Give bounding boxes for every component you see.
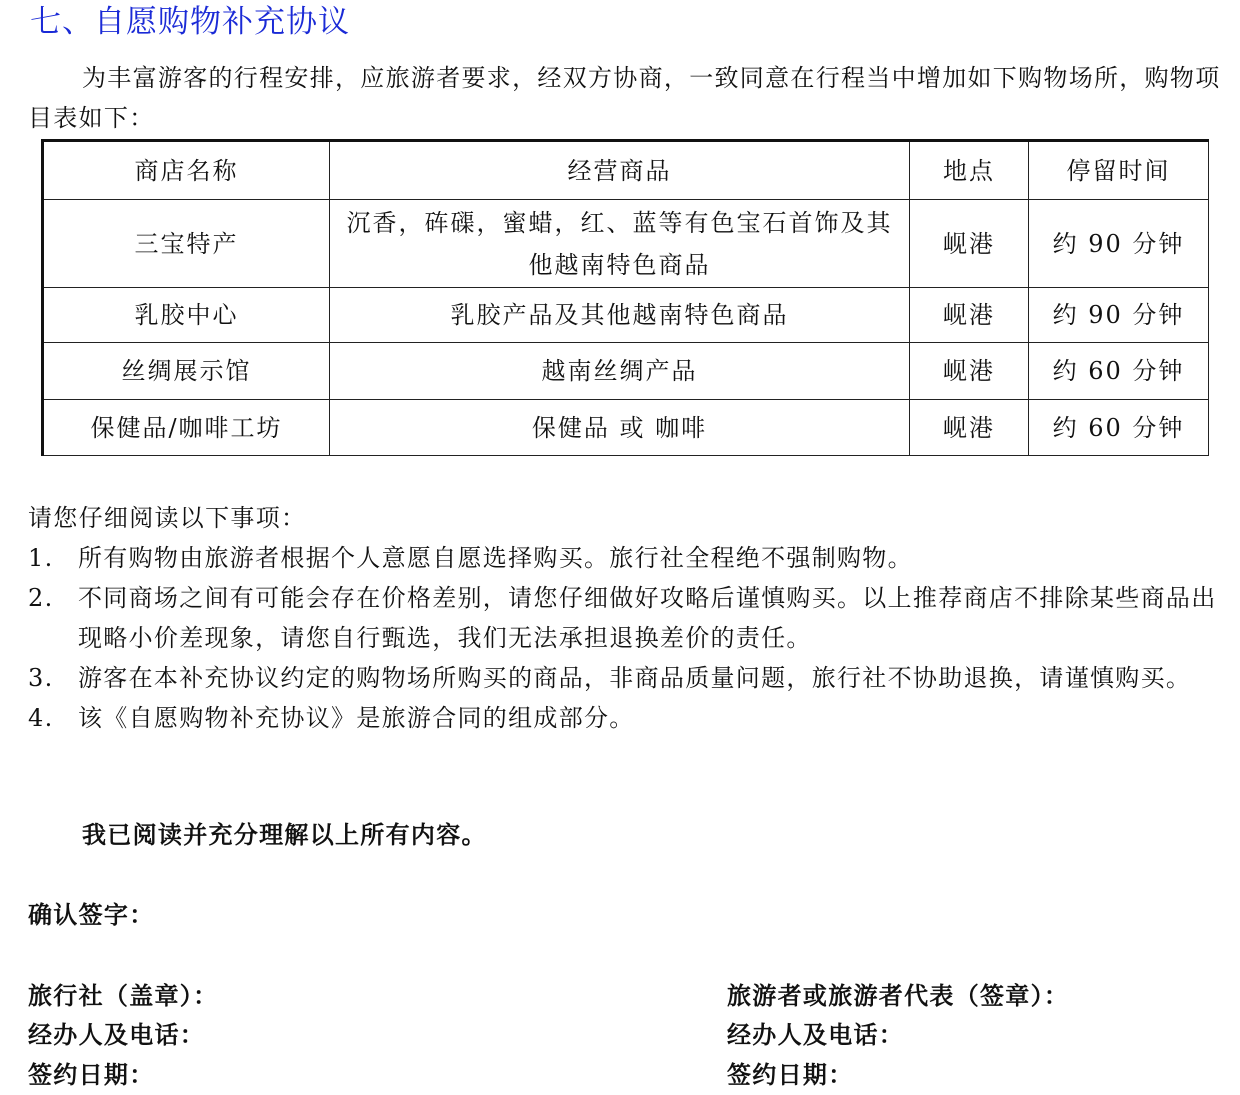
- store-location: 岘港: [910, 288, 1029, 343]
- intro-paragraph: 为丰富游客的行程安排，应旅游者要求，经双方协商，一致同意在行程当中增加如下购物场所，购物项目表如下：: [28, 64, 1221, 132]
- table-row: [43, 343, 1209, 400]
- store-goods: 沉香，砗磲，蜜蜡，红、蓝等有色宝石首饰及其他越南特色商品: [330, 200, 910, 288]
- store-duration: 约 90 分钟: [1029, 200, 1209, 288]
- list-item: [28, 578, 1223, 658]
- notes-list: [28, 538, 1223, 738]
- store-goods: 越南丝绸产品: [330, 343, 910, 400]
- header-store-name: 商店名称: [43, 141, 330, 200]
- tourist-sign-date-label: 签约日期：: [727, 1060, 854, 1089]
- list-item-text: 游客在本补充协议约定的购物场所购买的商品，非商品质量问题，旅行社不协助退换，请谨慎购买。: [78, 664, 1192, 692]
- list-item-text: 不同商场之间有可能会存在价格差别，请您仔细做好攻略后谨慎购买。以上推荐商店不排除某些商品出现略小价差现象，请您自行甄选，我们无法承担退换差价的责任。: [78, 584, 1217, 652]
- agency-seal-label: 旅行社（盖章）：: [28, 981, 219, 1010]
- list-item-number: 1.: [28, 544, 54, 572]
- header-duration: 停留时间: [1029, 141, 1209, 200]
- store-duration: 约 90 分钟: [1029, 288, 1209, 343]
- list-item-number: 4.: [28, 704, 54, 732]
- store-name: 三宝特产: [43, 200, 330, 288]
- agency-agent-phone-label: 经办人及电话：: [28, 1020, 206, 1049]
- store-name: 保健品/咖啡工坊: [43, 400, 330, 456]
- list-item-text: 该《自愿购物补充协议》是旅游合同的组成部分。: [78, 704, 635, 732]
- section-title: 七、自愿购物补充协议: [30, 4, 350, 40]
- tourist-agent-phone-label: 经办人及电话：: [727, 1020, 905, 1049]
- header-location: 地点: [910, 141, 1029, 200]
- store-location: 岘港: [910, 343, 1029, 400]
- store-goods: 保健品 或 咖啡: [330, 400, 910, 456]
- list-item: [28, 538, 1223, 578]
- store-duration: 约 60 分钟: [1029, 343, 1209, 400]
- table-row: [43, 288, 1209, 343]
- list-item-number: 3.: [28, 664, 54, 692]
- store-location: 岘港: [910, 400, 1029, 456]
- list-item: [28, 698, 1223, 738]
- agency-sign-date-label: 签约日期：: [28, 1060, 155, 1089]
- notes-section: [28, 498, 1223, 738]
- acknowledgement-statement: 我已阅读并充分理解以上所有内容。: [82, 820, 487, 849]
- store-duration: 约 60 分钟: [1029, 400, 1209, 456]
- header-goods: 经营商品: [330, 141, 910, 200]
- notes-heading: 请您仔细阅读以下事项：: [28, 504, 307, 532]
- table-row: [43, 200, 1209, 288]
- store-location: 岘港: [910, 200, 1029, 288]
- store-goods: 乳胶产品及其他越南特色商品: [330, 288, 910, 343]
- store-name: 丝绸展示馆: [43, 343, 330, 400]
- confirm-signature-label: 确认签字：: [28, 900, 155, 929]
- list-item-number: 2.: [28, 584, 54, 612]
- tourist-signature-label: 旅游者或旅游者代表（签章）：: [727, 981, 1070, 1010]
- store-name: 乳胶中心: [43, 288, 330, 343]
- list-item-text: 所有购物由旅游者根据个人意愿自愿选择购买。旅行社全程绝不强制购物。: [78, 544, 913, 572]
- shopping-table: [41, 139, 1209, 456]
- table-header-row: [43, 141, 1209, 200]
- table-row: [43, 400, 1209, 456]
- list-item: [28, 658, 1223, 698]
